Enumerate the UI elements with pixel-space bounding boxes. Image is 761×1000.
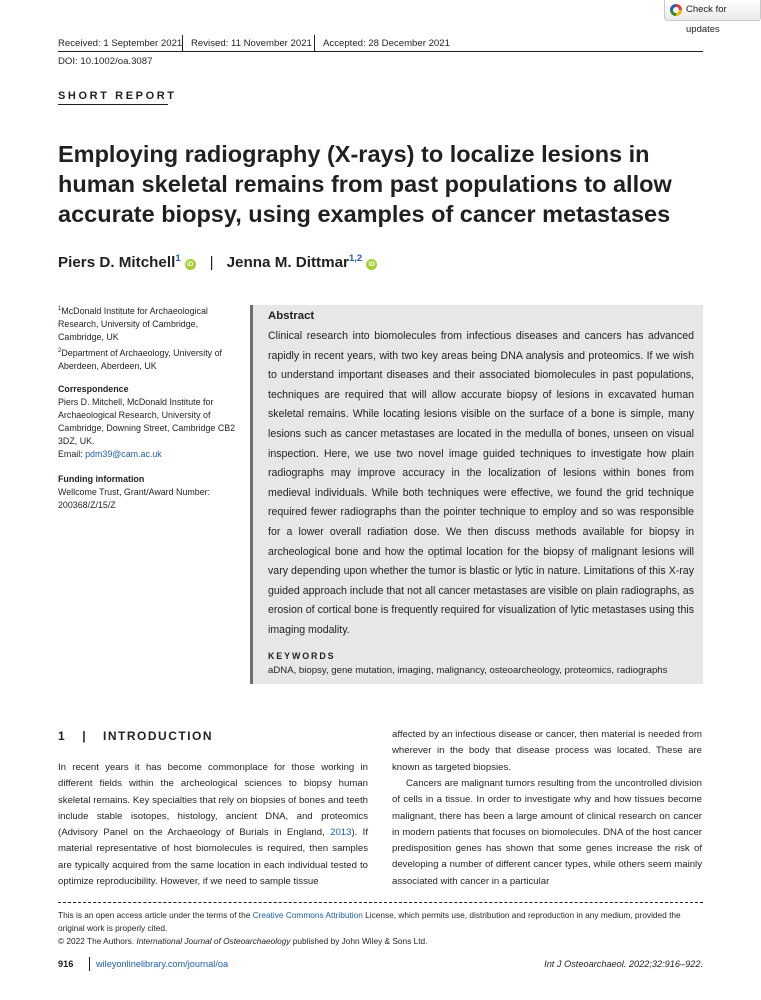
meta-divider [182, 35, 183, 51]
orcid-icon[interactable]: iD [366, 259, 377, 270]
journal-name: International Journal of Osteoarchaeology [136, 936, 291, 946]
author-name[interactable]: Piers D. Mitchell [58, 254, 176, 271]
abstract-accent-bar [250, 305, 253, 684]
article-type-underline [58, 104, 168, 105]
received-date: Received: 1 September 2021 [58, 38, 183, 49]
author-separator: | [209, 254, 214, 271]
correspondence-text: Piers D. Mitchell, McDonald Institute for Archaeological Research, University of Cambridge, Downing Street, Cambridge CB2 3DZ, UK. [58, 397, 236, 446]
author-affiliation-ref[interactable]: 1 [175, 253, 181, 264]
abstract-heading: Abstract [268, 310, 315, 322]
journal-url-link[interactable]: wileyonlinelibrary.com/journal/oa [96, 959, 229, 969]
check-for-updates-button[interactable] [664, 0, 761, 35]
author-affiliation-ref[interactable]: 1,2 [348, 253, 363, 264]
citation-link[interactable]: 2013 [330, 827, 352, 839]
author-name[interactable]: Jenna M. Dittmar [226, 254, 349, 271]
footnote-rule [58, 902, 703, 903]
funding-label: Funding information [58, 474, 145, 484]
section-heading: 1 | INTRODUCTION [58, 729, 214, 743]
footer-divider [89, 957, 90, 971]
keywords: aDNA, biopsy, gene mutation, imaging, malignancy, osteoarcheology, proteomics, radiographs [268, 665, 668, 676]
doi[interactable]: DOI: 10.1002/oa.3087 [58, 56, 153, 67]
author-list [58, 253, 377, 271]
page-number: 916 [58, 959, 74, 969]
intro-paragraph-right-1: affected by an infectious disease or cancer, then material is needed from wherever in the body that disease process was located. These are known as targeted biopsies. [392, 729, 702, 773]
license-note: This is an open access article under the terms of the Creative Commons Attribution License, which permits use, distribution and reproduction in any medium, provided the original work is properly cited. © 2022 The Authors. International Journal of Osteoarchaeology published by John Wiley & Sons Ltd. [58, 910, 681, 946]
abstract-text: Clinical research into biomolecules from infectious diseases and cancers has advanced rapidly in recent years, with two key areas being DNA analysis and proteomics. If we wish to understand important diseases and their associated biomolecules in past populations, techniques are required that will allow accurate biopsy of lesions in excavated human skeletal remains. While locating lesions visible on the surface of a bone is simple, many lesions such as cancer metastases are located in the medulla of bones, unseen on visual inspection. Here, we use two novel image guided techniques to investigate how plain radiographs may improve accuracy in the localization of lesions within bones from medieval individuals. While both techniques were effective, we found the grid technique required fewer radiographs than the pointer technique to employ and so was responsible for a lower overall radiation dose. We then discuss methods available for biopsy in archeological bone and how the optimal location for the biopsy of malignant lesions will vary depending upon whether the tumor is blastic or lytic in nature. Limitations of this X-ray guided approach include that not all cancer metastases are visible on plain radiographs, as erosion of cortical bone is frequently required for visualization of lytic metastases using this imaging modality. [268, 330, 694, 636]
revised-date: Revised: 11 November 2021 [191, 38, 312, 49]
orcid-icon[interactable]: iD [185, 259, 196, 270]
intro-paragraph-right-2: Cancers are malignant tumors resulting from the uncontrolled division of cells in a tissue. In order to investigate why and how tissues become malignant, there has been a large amount of clinical research on cancer in modern patients that focuses on biomolecules. DNA of the host cancer predisposition genes has shown that some genes increase the risk of developing a number of different cancer types, while others seem mainly associated with cancer in a particular [392, 778, 702, 887]
intro-paragraph-left: In recent years it has become commonplace for those working in different fields within the archeological sciences to biopsy human skeletal remains. Key specialties that rely on biopsies of bones and teeth include stable isotopes, histology, ancient DNA, and proteomics (Advisory Panel on the Archaeology of Burials in England, 2013). If material representative of host biomolecules is required, then samples are typically acquired from the same location in each individual tested to optimize reproducibility. However, if we need to sample tissue [58, 762, 368, 888]
article-type: SHORT REPORT [58, 90, 177, 102]
journal-citation: Int J Osteoarchaeol. 2022;32:916–922. [544, 959, 703, 969]
license-link[interactable]: Creative Commons Attribution [252, 910, 363, 920]
email-link[interactable]: pdm39@cam.ac.uk [85, 449, 162, 459]
meta-divider [314, 35, 315, 51]
keywords-heading: KEYWORDS [268, 651, 336, 661]
correspondence-label: Correspondence [58, 384, 129, 394]
check-for-updates-label: Check for updates [686, 4, 727, 35]
affiliation: $^2$Department of Archaeology, University of Aberdeen, Aberdeen, UK [58, 348, 222, 371]
accepted-date: Accepted: 28 December 2021 [323, 38, 450, 49]
affiliation: $^1$McDonald Institute for Archaeological Research, University of Cambridge, Cambridge, UK [58, 306, 208, 342]
header-rule [58, 51, 703, 52]
funding-text: Wellcome Trust, Grant/Award Number: 200368/Z/15/Z [58, 487, 211, 510]
correspondence-email-line: Email: pdm39@cam.ac.uk [58, 449, 162, 459]
article-title: Employing radiography (X-rays) to localize lesions in human skeletal remains from past populations to allow accurate biopsy, using examples of cancer metastases [58, 141, 672, 227]
crossmark-icon [670, 4, 682, 16]
